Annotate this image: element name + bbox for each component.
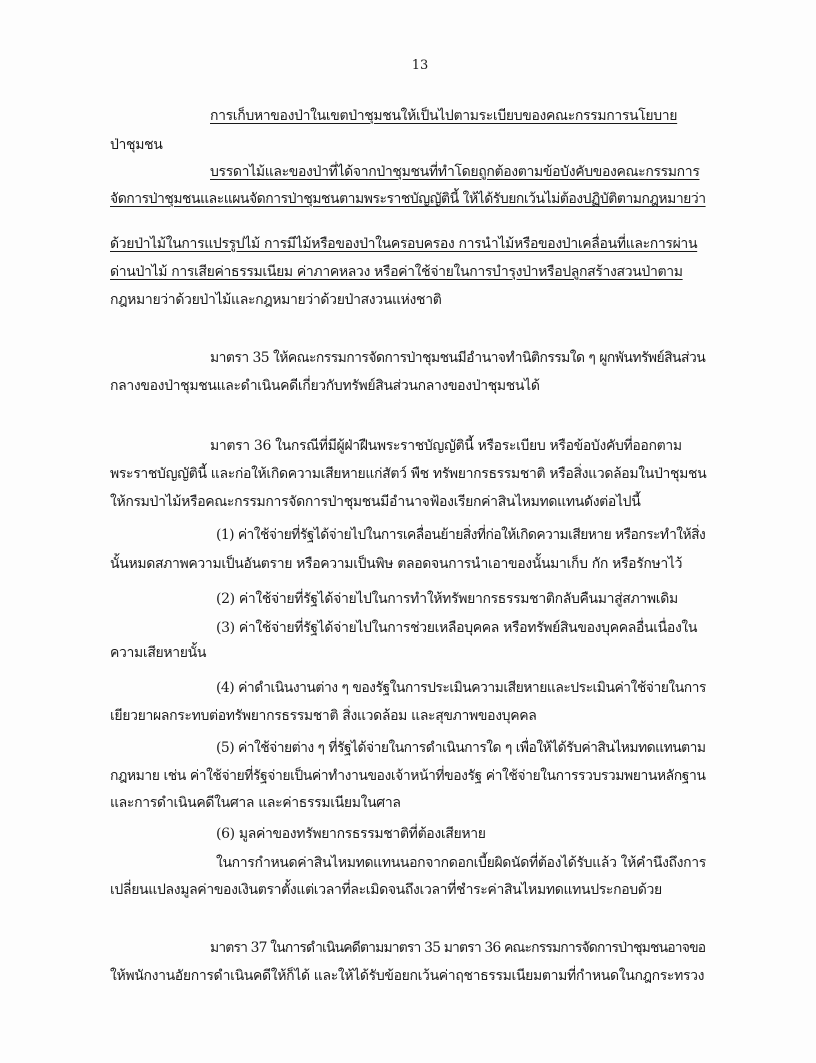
text-line: เยียวยาผลกระทบต่อทรัพยากรธรรมชาติ สิ่งแวดล้อม และสุขภาพของบุคคล [110, 708, 537, 724]
text-line: กลางของป่าชุมชนและดำเนินคดีเกี่ยวกับทรัพย์สินส่วนกลางของป่าชุมชนได้ [110, 378, 540, 394]
text-line: ในการกำหนดค่าสินไหมทดแทนนอกจากดอกเบี้ยผิดนัดที่ต้องได้รับแล้ว ให้คำนึงถึงการ [216, 855, 706, 871]
text-line: ป่าชุมชน [110, 137, 163, 153]
text-line: มาตรา 36 ในกรณีที่มีผู้ฝ่าฝืนพระราชบัญญัตินี้ หรือระเบียบ หรือข้อบังคับที่ออกตาม [210, 438, 682, 454]
text-line: (3) ค่าใช้จ่ายที่รัฐได้จ่ายไปในการช่วยเหลือบุคคล หรือทรัพย์สินของบุคคลอื่นเนื่องใน [216, 620, 698, 636]
text-line: (2) ค่าใช้จ่ายที่รัฐได้จ่ายไปในการทำให้ทรัพยากรธรรมชาติกลับคืนมาสู่สภาพเดิม [216, 591, 678, 607]
text-line: กฎหมายว่าด้วยป่าไม้และกฎหมายว่าด้วยป่าสงวนแห่งชาติ [110, 292, 442, 308]
text-line: ความเสียหายนั้น [110, 645, 207, 661]
text-line: พระราชบัญญัตินี้ และก่อให้เกิดความเสียหายแก่สัตว์ พืช ทรัพยากรธรรมชาติ หรือสิ่งแวดล้อมในป่าชุมชน [110, 466, 707, 482]
text-line: (6) มูลค่าของทรัพยากรธรรมชาติที่ต้องเสียหาย [216, 826, 486, 842]
text-line: (4) ค่าดำเนินงานต่าง ๆ ของรัฐในการประเมินความเสียหายและประเมินค่าใช้จ่ายในการ [216, 680, 706, 696]
text-line: ให้กรมป่าไม้หรือคณะกรรมการจัดการป่าชุมชนมีอำนาจฟ้องเรียกค่าสินไหมทดแทนดังต่อไปนี้ [110, 494, 641, 510]
text-line: เปลี่ยนแปลงมูลค่าของเงินตราตั้งแต่เวลาที่ละเมิดจนถึงเวลาที่ชำระค่าสินไหมทดแทนประกอบด้วย [110, 882, 662, 898]
text-line: และการดำเนินคดีในศาล และค่าธรรมเนียมในศาล [110, 795, 401, 811]
text-line: ด่านป่าไม้ การเสียค่าธรรมเนียม ค่าภาคหลวง หรือค่าใช้จ่ายในการบำรุงป่าหรือปลูกสร้างสวนป่าตาม [110, 264, 683, 280]
text-line: ให้พนักงานอัยการดำเนินคดีให้ก็ได้ และให้ได้รับข้อยกเว้นค่าฤชาธรรมเนียมตามที่กำหนดในกฎกระทรวง [110, 968, 705, 984]
text-line: ด้วยป่าไม้ในการแปรรูปไม้ การมีไม้หรือของป่าในครอบครอง การนำไม้หรือของป่าเคลื่อนที่และการผ่าน [110, 236, 698, 252]
text-line: มาตรา 37 ในการดำเนินคดีตามมาตรา 35 มาตรา 36 คณะกรรมการจัดการป่าชุมชนอาจขอ [210, 940, 706, 956]
text-line: การเก็บหาของป่าในเขตป่าชุมชนให้เป็นไปตามระเบียบของคณะกรรมการนโยบาย [210, 108, 678, 124]
text-line: บรรดาไม้และของป่าที่ได้จากป่าชุมชนที่ทำโดยถูกต้องตามข้อบังคับของคณะกรรมการ [210, 164, 700, 180]
text-line: นั้นหมดสภาพความเป็นอันตราย หรือความเป็นพิษ ตลอดจนการนำเอาของนั้นมาเก็บ กัก หรือรักษาไว้ [110, 556, 683, 572]
text-line: กฎหมาย เช่น ค่าใช้จ่ายที่รัฐจ่ายเป็นค่าทำงานของเจ้าหน้าที่ของรัฐ ค่าใช้จ่ายในการรวบรวมพยานหลักฐาน [110, 768, 706, 784]
text-line: มาตรา 35 ให้คณะกรรมการจัดการป่าชุมชนมีอำนาจทำนิติกรรมใด ๆ ผูกพันทรัพย์สินส่วน [210, 350, 706, 366]
text-line: (5) ค่าใช้จ่ายต่าง ๆ ที่รัฐได้จ่ายในการดำเนินการใด ๆ เพื่อให้ได้รับค่าสินไหมทดแทนตาม [216, 740, 706, 756]
text-line: จัดการป่าชุมชนและแผนจัดการป่าชุมชนตามพระราชบัญญัตินี้ ให้ได้รับยกเว้นไม่ต้องปฏิบัติตามกฎหมายว่า [110, 191, 706, 207]
text-line: (1) ค่าใช้จ่ายที่รัฐได้จ่ายไปในการเคลื่อนย้ายสิ่งที่ก่อให้เกิดความเสียหาย หรือกระทำให้สิ่ง [216, 527, 706, 543]
page-number: 13 [411, 58, 429, 73]
